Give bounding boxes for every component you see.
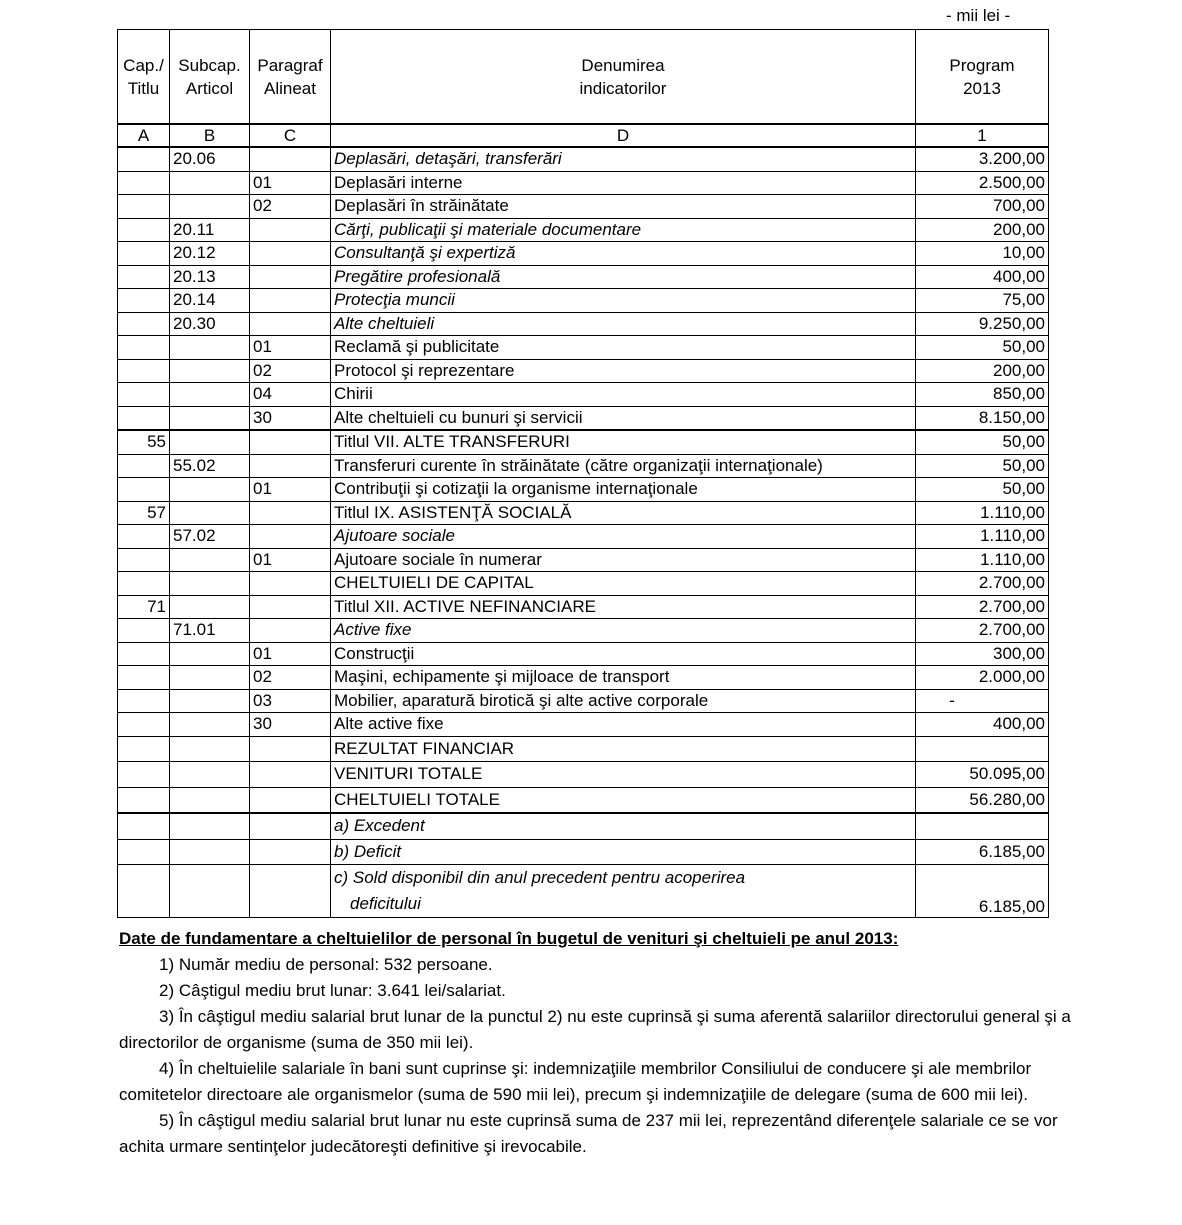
cap-titlu-cell xyxy=(118,713,170,737)
paragraf-alineat-cell xyxy=(250,572,331,596)
paragraf-alineat-cell xyxy=(250,265,331,289)
cap-titlu-cell xyxy=(118,666,170,690)
cap-titlu-cell xyxy=(118,865,170,918)
cap-titlu-cell xyxy=(118,336,170,360)
letter-d: D xyxy=(331,124,916,147)
subcap-articol-cell xyxy=(170,865,250,918)
subcap-articol-cell xyxy=(170,406,250,430)
program-value-cell: 1.110,00 xyxy=(916,501,1049,525)
table-row xyxy=(118,312,1049,336)
table-row xyxy=(118,642,1049,666)
cap-titlu-cell xyxy=(118,839,170,865)
indicator-name-cell: REZULTAT FINANCIAR xyxy=(331,736,916,762)
program-value-cell xyxy=(916,813,1049,839)
program-value-cell: 50.095,00 xyxy=(916,762,1049,788)
indicator-name-cell: Mobilier, aparatură birotică şi alte active corporale xyxy=(331,689,916,713)
program-value-cell: 1.110,00 xyxy=(916,548,1049,572)
paragraf-alineat-cell: 01 xyxy=(250,548,331,572)
subcap-articol-cell xyxy=(170,572,250,596)
subcap-articol-cell xyxy=(170,762,250,788)
indicator-name-line: deficitului xyxy=(350,894,421,913)
subcap-articol-cell xyxy=(170,430,250,454)
paragraf-alineat-cell xyxy=(250,839,331,865)
cap-titlu-cell: 71 xyxy=(118,595,170,619)
note-item: 3) În câştigul mediu salarial brut lunar de la punctul 2) nu este cuprinsă şi suma aferentă salariilor directorului general şi a directorilor de organisme (suma de 350 mii lei). xyxy=(119,1007,1071,1052)
cap-titlu-cell xyxy=(118,689,170,713)
table-row xyxy=(118,242,1049,266)
subcap-articol-cell xyxy=(170,689,250,713)
indicator-name-cell: Titlul XII. ACTIVE NEFINANCIARE xyxy=(331,595,916,619)
subcap-articol-cell xyxy=(170,736,250,762)
subcap-articol-cell: 57.02 xyxy=(170,525,250,549)
subcap-articol-cell: 20.13 xyxy=(170,265,250,289)
result-row xyxy=(118,787,1049,813)
result-row xyxy=(118,762,1049,788)
cap-titlu-cell xyxy=(118,406,170,430)
indicator-name-cell: CHELTUIELI DE CAPITAL xyxy=(331,572,916,596)
paragraf-alineat-cell xyxy=(250,312,331,336)
table-row xyxy=(118,525,1049,549)
indicator-name-cell: Protecţia muncii xyxy=(331,289,916,313)
paragraf-alineat-cell: 02 xyxy=(250,359,331,383)
result-row xyxy=(118,736,1049,762)
paragraf-alineat-cell: 01 xyxy=(250,336,331,360)
indicator-name-line: c) Sold disponibil din anul precedent pentru acoperirea xyxy=(334,868,746,887)
paragraf-alineat-cell xyxy=(250,865,331,918)
header-col-b: Subcap. Articol xyxy=(170,30,250,125)
table-row xyxy=(118,713,1049,737)
paragraf-alineat-cell xyxy=(250,147,331,171)
paragraf-alineat-cell xyxy=(250,787,331,813)
cap-titlu-cell xyxy=(118,548,170,572)
subcap-articol-cell: 20.12 xyxy=(170,242,250,266)
header-col-a: Cap./ Titlu xyxy=(118,30,170,125)
program-value-cell: 400,00 xyxy=(916,265,1049,289)
indicator-name-cell: Ajutoare sociale în numerar xyxy=(331,548,916,572)
table-row xyxy=(118,572,1049,596)
result-row xyxy=(118,839,1049,865)
program-value-cell: 50,00 xyxy=(916,478,1049,502)
program-value-cell: 1.110,00 xyxy=(916,525,1049,549)
indicator-name-cell: Active fixe xyxy=(331,619,916,643)
indicator-name-cell: Deplasări, detaşări, transferări xyxy=(331,147,916,171)
subcap-articol-cell xyxy=(170,501,250,525)
program-value-cell: 2.700,00 xyxy=(916,572,1049,596)
indicator-name-cell: Construcţii xyxy=(331,642,916,666)
cap-titlu-cell xyxy=(118,359,170,383)
paragraf-alineat-cell xyxy=(250,595,331,619)
paragraf-alineat-cell xyxy=(250,813,331,839)
subcap-articol-cell: 71.01 xyxy=(170,619,250,643)
header-col-d: Denumirea indicatorilor xyxy=(331,30,916,125)
indicator-name-cell: Titlul VII. ALTE TRANSFERURI xyxy=(331,430,916,454)
note-item: 5) În câştigul mediu salarial brut lunar nu este cuprinsă suma de 237 mii lei, reprezentând diferenţele salariale ce se vor achita urmare sentinţelor judecătoreşti definitive şi irevocabile. xyxy=(119,1111,1058,1156)
table-row xyxy=(118,195,1049,219)
program-value-cell: 400,00 xyxy=(916,713,1049,737)
program-value-cell: 300,00 xyxy=(916,642,1049,666)
subcap-articol-cell xyxy=(170,713,250,737)
subcap-articol-cell xyxy=(170,336,250,360)
paragraf-alineat-cell xyxy=(250,289,331,313)
table-row xyxy=(118,171,1049,195)
table-row xyxy=(118,265,1049,289)
cap-titlu-cell xyxy=(118,762,170,788)
table-row xyxy=(118,359,1049,383)
indicator-name-cell: Consultanţă şi expertiză xyxy=(331,242,916,266)
paragraf-alineat-cell: 01 xyxy=(250,642,331,666)
paragraf-alineat-cell xyxy=(250,430,331,454)
table-row xyxy=(118,383,1049,407)
paragraf-alineat-cell: 02 xyxy=(250,666,331,690)
subcap-articol-cell: 20.06 xyxy=(170,147,250,171)
program-value-cell: 2.700,00 xyxy=(916,595,1049,619)
table-row xyxy=(118,689,1049,713)
indicator-name-cell: Alte cheltuieli cu bunuri şi servicii xyxy=(331,406,916,430)
subcap-articol-cell xyxy=(170,787,250,813)
indicator-name-cell: Deplasări interne xyxy=(331,171,916,195)
subcap-articol-cell xyxy=(170,548,250,572)
note-item: 1) Număr mediu de personal: 532 persoane. xyxy=(159,955,493,974)
cap-titlu-cell: 57 xyxy=(118,501,170,525)
indicator-name-cell: Pregătire profesională xyxy=(331,265,916,289)
subcap-articol-cell: 55.02 xyxy=(170,454,250,478)
budget-table xyxy=(117,29,1049,918)
paragraf-alineat-cell xyxy=(250,736,331,762)
subcap-articol-cell xyxy=(170,839,250,865)
cap-titlu-cell xyxy=(118,787,170,813)
indicator-name-cell: Transferuri curente în străinătate (către organizaţii internaţionale) xyxy=(331,454,916,478)
paragraf-alineat-cell: 01 xyxy=(250,478,331,502)
subcap-articol-cell: 20.11 xyxy=(170,218,250,242)
subcap-articol-cell: 20.30 xyxy=(170,312,250,336)
letter-a: A xyxy=(118,124,170,147)
indicator-name-cell: CHELTUIELI TOTALE xyxy=(331,787,916,813)
program-value-cell: 3.200,00 xyxy=(916,147,1049,171)
indicator-name-cell: Protocol şi reprezentare xyxy=(331,359,916,383)
indicator-name-cell: b) Deficit xyxy=(331,839,916,865)
program-value-cell: 6.185,00 xyxy=(916,839,1049,865)
cap-titlu-cell xyxy=(118,813,170,839)
cap-titlu-cell xyxy=(118,265,170,289)
cap-titlu-cell: 55 xyxy=(118,430,170,454)
program-value-cell: 850,00 xyxy=(916,383,1049,407)
paragraf-alineat-cell xyxy=(250,762,331,788)
table-row xyxy=(118,548,1049,572)
cap-titlu-cell xyxy=(118,195,170,219)
table-row xyxy=(118,595,1049,619)
unit-label: - mii lei - xyxy=(946,6,1011,25)
cap-titlu-cell xyxy=(118,289,170,313)
paragraf-alineat-cell xyxy=(250,525,331,549)
program-value-cell: 2.500,00 xyxy=(916,171,1049,195)
subcap-articol-cell xyxy=(170,642,250,666)
result-row xyxy=(118,865,1049,918)
subcap-articol-cell xyxy=(170,595,250,619)
indicator-name-cell: Deplasări în străinătate xyxy=(331,195,916,219)
program-value-cell xyxy=(916,736,1049,762)
letter-c: C xyxy=(250,124,331,147)
cap-titlu-cell xyxy=(118,218,170,242)
cap-titlu-cell xyxy=(118,147,170,171)
program-value-cell: 9.250,00 xyxy=(916,312,1049,336)
cap-titlu-cell xyxy=(118,171,170,195)
program-value-cell: 2.700,00 xyxy=(916,619,1049,643)
note-item: 4) În cheltuielile salariale în bani sunt cuprinse şi: indemnizaţiile membrilor Consiliului de conducere şi ale membrilor comitetelor directoare ale organismelor (suma de 590 mii lei), precum şi indemnizaţiile de delegare (suma de 600 mii lei). xyxy=(119,1059,1032,1104)
table-row xyxy=(118,619,1049,643)
indicator-name-cell: Alte active fixe xyxy=(331,713,916,737)
subcap-articol-cell xyxy=(170,813,250,839)
paragraf-alineat-cell: 04 xyxy=(250,383,331,407)
cap-titlu-cell xyxy=(118,572,170,596)
indicator-name-cell: Reclamă şi publicitate xyxy=(331,336,916,360)
program-value-cell: 700,00 xyxy=(916,195,1049,219)
program-value-cell: 6.185,00 xyxy=(916,865,1049,918)
subcap-articol-cell: 20.14 xyxy=(170,289,250,313)
indicator-name-cell xyxy=(331,865,916,918)
table-row xyxy=(118,666,1049,690)
indicator-name-cell: Cărţi, publicaţii şi materiale documentare xyxy=(331,218,916,242)
personnel-notes xyxy=(119,926,1084,1160)
program-value-cell: 200,00 xyxy=(916,359,1049,383)
table-row xyxy=(118,454,1049,478)
letter-e: 1 xyxy=(916,124,1049,147)
paragraf-alineat-cell: 30 xyxy=(250,406,331,430)
cap-titlu-cell xyxy=(118,619,170,643)
subcap-articol-cell xyxy=(170,383,250,407)
paragraf-alineat-cell: 30 xyxy=(250,713,331,737)
paragraf-alineat-cell xyxy=(250,501,331,525)
result-row xyxy=(118,813,1049,839)
paragraf-alineat-cell xyxy=(250,242,331,266)
paragraf-alineat-cell: 02 xyxy=(250,195,331,219)
subcap-articol-cell xyxy=(170,195,250,219)
paragraf-alineat-cell xyxy=(250,218,331,242)
program-value-cell: 50,00 xyxy=(916,454,1049,478)
cap-titlu-cell xyxy=(118,736,170,762)
cap-titlu-cell xyxy=(118,478,170,502)
indicator-name-cell: a) Excedent xyxy=(331,813,916,839)
program-value-cell: 200,00 xyxy=(916,218,1049,242)
cap-titlu-cell xyxy=(118,383,170,407)
program-value-cell: 2.000,00 xyxy=(916,666,1049,690)
table-row xyxy=(118,147,1049,171)
cap-titlu-cell xyxy=(118,242,170,266)
indicator-name-cell: Alte cheltuieli xyxy=(331,312,916,336)
table-row xyxy=(118,289,1049,313)
program-value-cell: 75,00 xyxy=(916,289,1049,313)
indicator-name-cell: Ajutoare sociale xyxy=(331,525,916,549)
program-value-cell xyxy=(916,689,1049,713)
table-header-row xyxy=(118,30,1049,125)
budget-table-body xyxy=(118,30,1049,918)
cap-titlu-cell xyxy=(118,312,170,336)
notes-title: Date de fundamentare a cheltuielilor de personal în bugetul de venituri şi cheltuieli pe anul 2013: xyxy=(119,929,899,948)
program-value-cell: 10,00 xyxy=(916,242,1049,266)
subcap-articol-cell xyxy=(170,359,250,383)
column-letters-row xyxy=(118,124,1049,147)
subcap-articol-cell xyxy=(170,171,250,195)
indicator-name-cell: Contribuţii şi cotizaţii la organisme internaţionale xyxy=(331,478,916,502)
program-value-cell: 50,00 xyxy=(916,430,1049,454)
subcap-articol-cell xyxy=(170,666,250,690)
header-col-e: Program 2013 xyxy=(916,30,1049,125)
table-row xyxy=(118,478,1049,502)
paragraf-alineat-cell: 03 xyxy=(250,689,331,713)
note-item: 2) Câştigul mediu brut lunar: 3.641 lei/salariat. xyxy=(159,981,506,1000)
paragraf-alineat-cell xyxy=(250,454,331,478)
indicator-name-cell: Maşini, echipamente şi mijloace de transport xyxy=(331,666,916,690)
letter-b: B xyxy=(170,124,250,147)
paragraf-alineat-cell: 01 xyxy=(250,171,331,195)
table-row xyxy=(118,336,1049,360)
empty-value-dash: - xyxy=(949,690,955,710)
paragraf-alineat-cell xyxy=(250,619,331,643)
table-row xyxy=(118,218,1049,242)
indicator-name-cell: Titlul IX. ASISTENŢĂ SOCIALĂ xyxy=(331,501,916,525)
table-row xyxy=(118,501,1049,525)
cap-titlu-cell xyxy=(118,525,170,549)
cap-titlu-cell xyxy=(118,642,170,666)
program-value-cell: 8.150,00 xyxy=(916,406,1049,430)
subcap-articol-cell xyxy=(170,478,250,502)
indicator-name-cell: VENITURI TOTALE xyxy=(331,762,916,788)
indicator-name-cell: Chirii xyxy=(331,383,916,407)
program-value-cell: 50,00 xyxy=(916,336,1049,360)
program-value-cell: 56.280,00 xyxy=(916,787,1049,813)
cap-titlu-cell xyxy=(118,454,170,478)
table-row xyxy=(118,406,1049,430)
header-col-c: Paragraf Alineat xyxy=(250,30,331,125)
table-row xyxy=(118,430,1049,454)
